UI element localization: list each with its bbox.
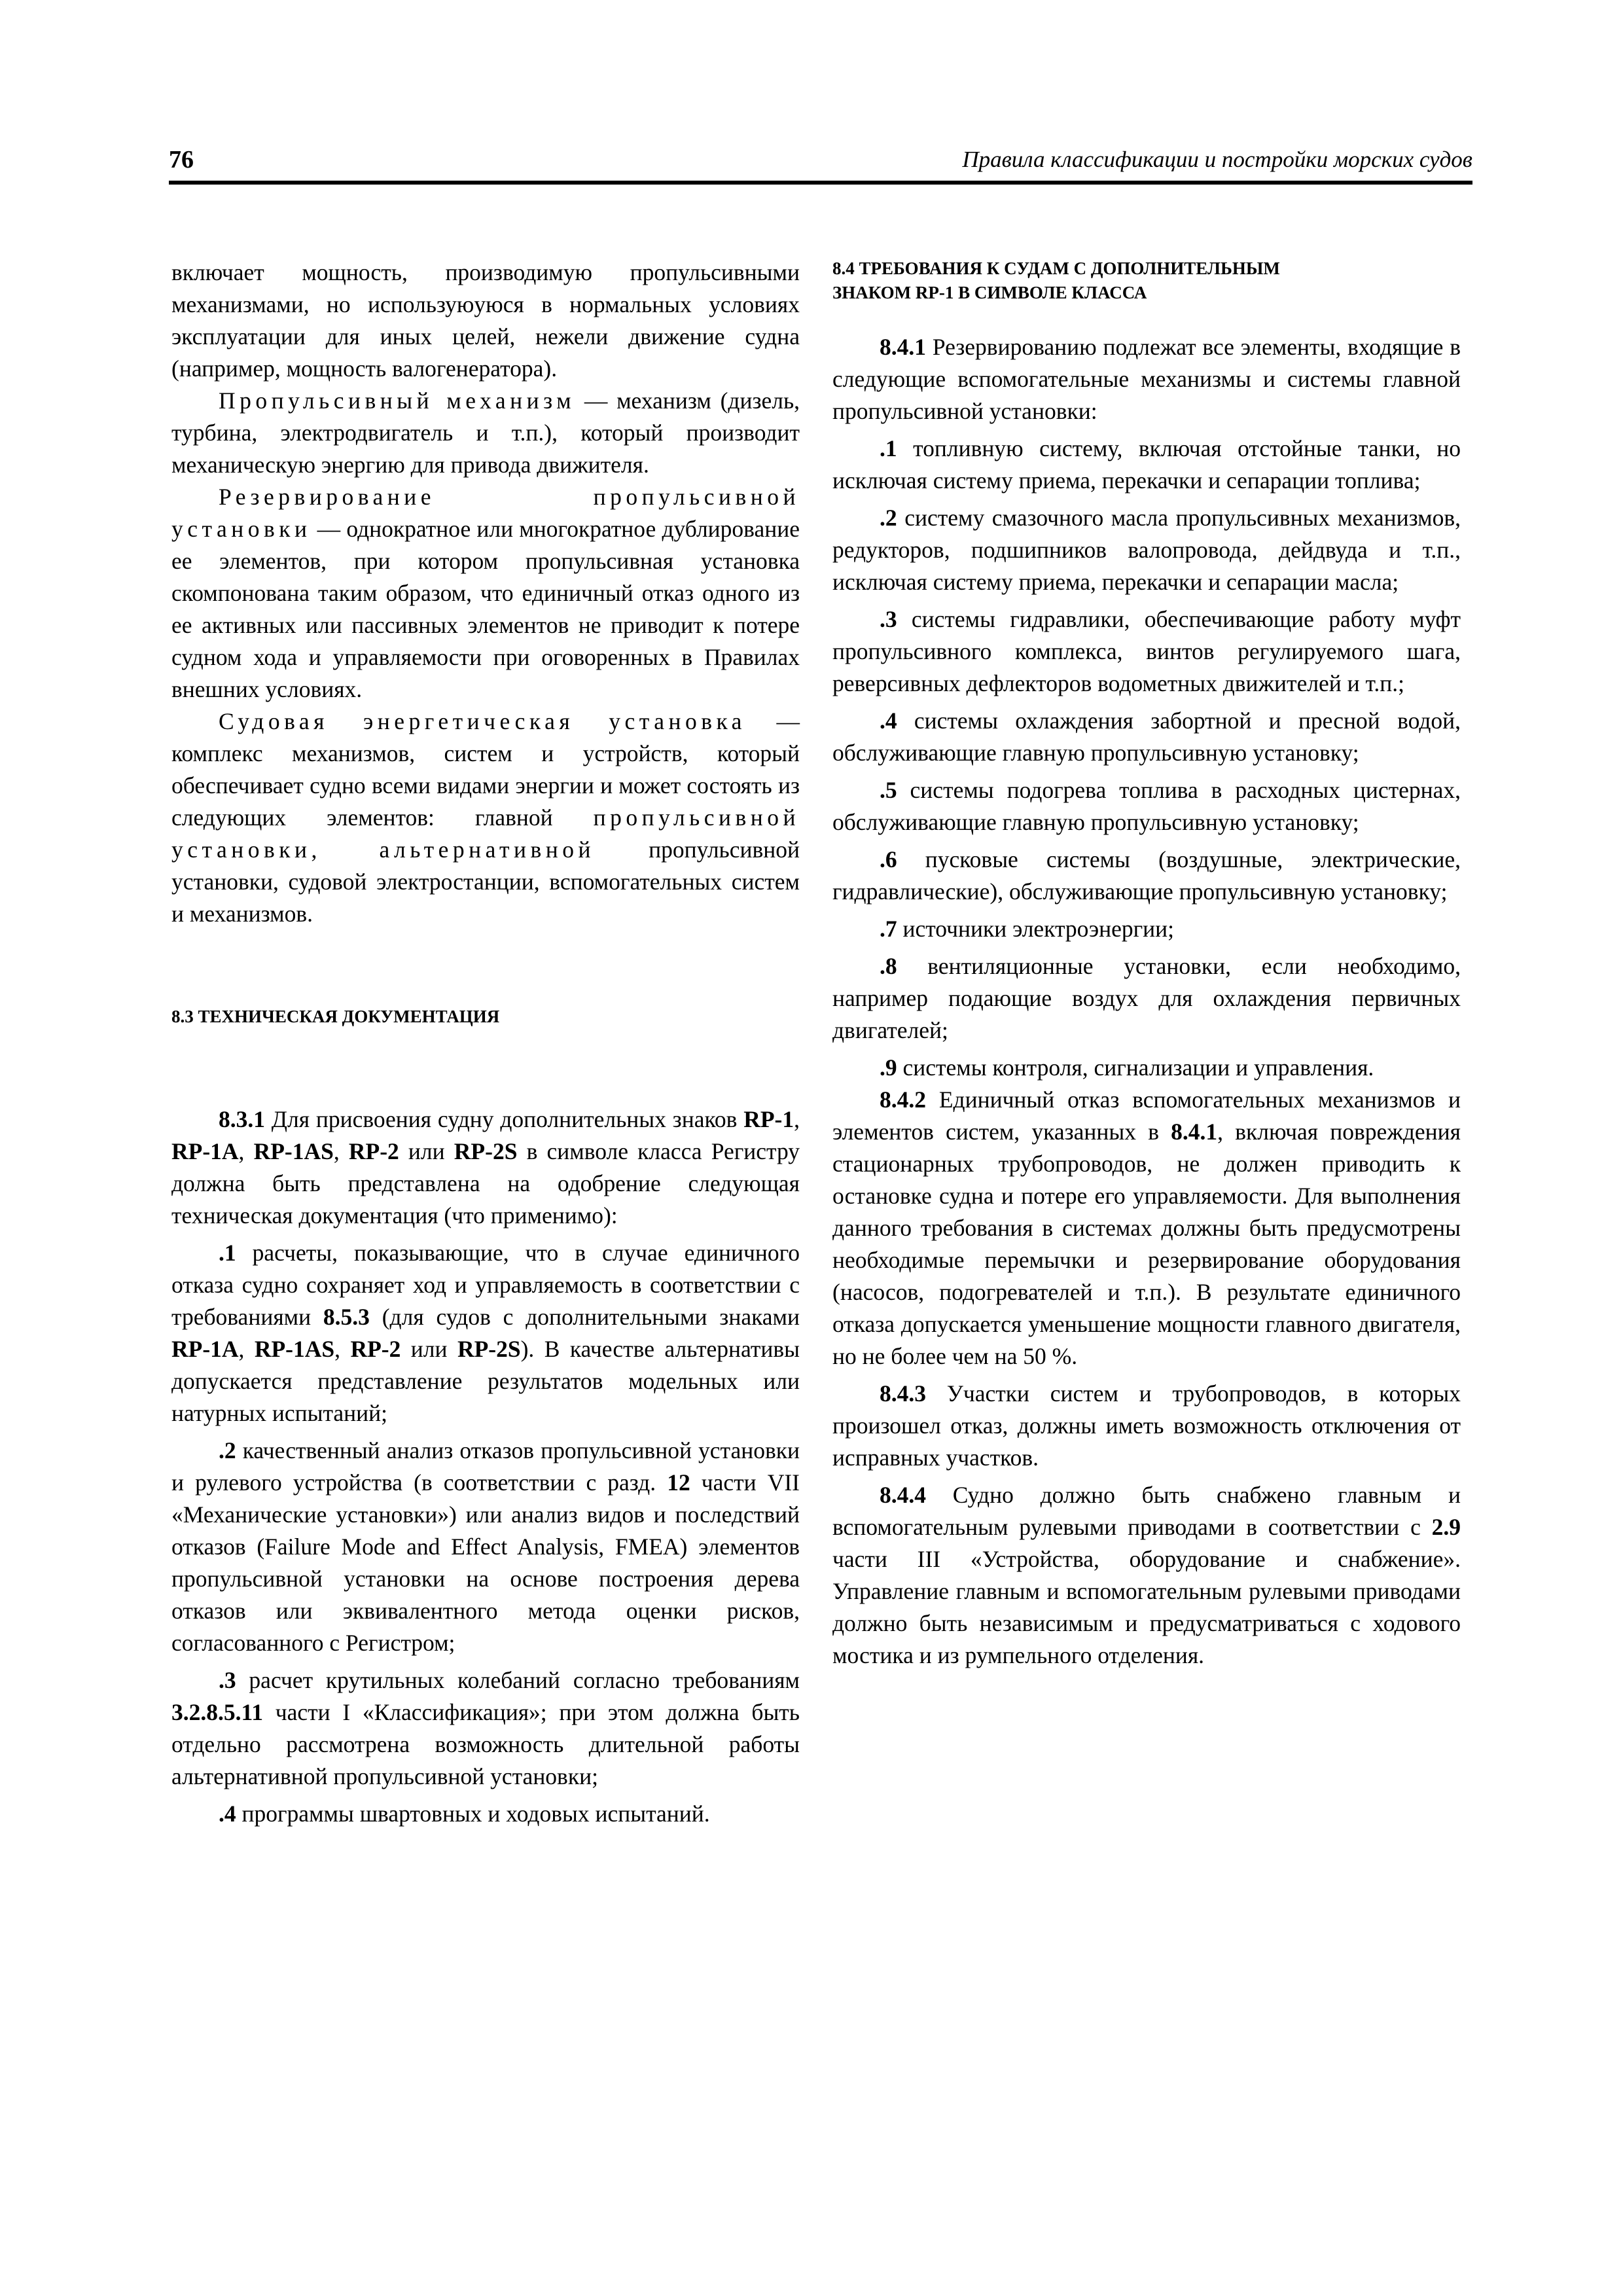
definition-power-plant: Судовая энергетическая установка — комплекс механизмов, систем и устройств, который обеспечивает судно всеми видами энергии и может состоять из следующих элементов: главной пропульсивной установки, альтернативной пропульсивной установки, судовой электростанции, вспомогательных систем и механизмов. bbox=[171, 708, 800, 927]
paragraph-continuation: включает мощность, производимую пропульсивными механизмами, но используюуюся в нормальных условиях эксплуатации для иных целей, нежели движение судна (например, мощность валогенератора). bbox=[171, 259, 800, 382]
term: Судовая энергетическая установка bbox=[219, 708, 746, 734]
list-item-8: .8 вентиляционные установки, если необходимо, например подающие воздух для охлаждения первичных двигателей; bbox=[832, 953, 1461, 1043]
page-header bbox=[169, 145, 1472, 185]
list-item-6: .6 пусковые системы (воздушные, электрические, гидравлические), обслуживающие пропульсивную установку; bbox=[832, 846, 1461, 905]
term: Пропульсивный механизм bbox=[219, 387, 576, 414]
paragraph-8-3-1: 8.3.1 Для присвоения судну дополнительных знаков RP-1, RP-1A, RP-1AS, RP-2 или RP-2S в символе класса Регистру должна быть представлена на одобрение следующая техническая документация (что применимо): bbox=[171, 1106, 800, 1229]
paragraph-8-4-2: 8.4.2 Единичный отказ вспомогательных механизмов и элементов систем, указанных в 8.4.1, включая повреждения стационарных трубопроводов, не должен приводить к остановке судна и потере его управляемости. Для выполнения данного требования в системах должны быть предусмотрены необходимые перемычки и резервирование оборудования (насосов, подогревателей и т.п.). В результате единичного отказа допускается уменьшение мощности главного двигателя, но не более чем на 50 %. bbox=[832, 1086, 1461, 1369]
list-item-3: .3 системы гидравлики, обеспечивающие работу муфт пропульсивного комплекса, винтов регулируемого шага, реверсивных дефлекторов водометных движителей и т.п.; bbox=[832, 606, 1461, 696]
page-number: 76 bbox=[169, 146, 194, 173]
paragraph-8-4-4: 8.4.4 Судно должно быть снабжено главным и вспомогательным рулевыми приводами в соответствии с 2.9 части III «Устройства, оборудование и снабжение». Управление главным и вспомогательным рулевыми приводами должно быть независимым и предусматриваться с ходового мостика и из румпельного отделения. bbox=[832, 1482, 1461, 1668]
right-column bbox=[832, 257, 1461, 1672]
list-item-7: .7 источники электроэнергии; bbox=[880, 916, 1174, 942]
paragraph-8-4-1: 8.4.1 Резервированию подлежат все элементы, входящие в следующие вспомогательные механизмы и системы главной пропульсивной установки: bbox=[832, 334, 1461, 424]
list-item-2: .2 качественный анализ отказов пропульсивной установки и рулевого устройства (в соответствии с разд. 12 части VII «Механические установки») или анализ видов и последствий отказов (Failure Mode and Effect Analysis, FMEA) элементов пропульсивной установки на основе построения дерева отказов или эквивалентного метода оценки рисков, согласованного с Регистром; bbox=[171, 1437, 800, 1656]
left-column bbox=[171, 257, 800, 1830]
term: Резервирование пропульсивной установки bbox=[171, 484, 800, 542]
list-item-9: .9 системы контроля, сигнализации и управления. bbox=[880, 1054, 1374, 1081]
section-title-8-4: 8.4 ТРЕБОВАНИЯ К СУДАМ С ДОПОЛНИТЕЛЬНЫМ ЗНАКОМ RP-1 В СИМВОЛЕ КЛАССА bbox=[832, 259, 1280, 302]
paragraph-8-4-3: 8.4.3 Участки систем и трубопроводов, в которых произошел отказ, должны иметь возможность отключения от исправных участков. bbox=[832, 1380, 1461, 1471]
list-item-3: .3 расчет крутильных колебаний согласно требованиям 3.2.8.5.11 части I «Классификация»; при этом должна быть отдельно рассмотрена возможность длительной работы альтернативной пропульсивной установки; bbox=[171, 1667, 800, 1789]
section-title-8-3: 8.3 ТЕХНИЧЕСКАЯ ДОКУМЕНТАЦИЯ bbox=[171, 1007, 500, 1026]
list-item-4: .4 программы швартовных и ходовых испытаний. bbox=[219, 1801, 710, 1827]
list-item-1: .1 расчеты, показывающие, что в случае единичного отказа судно сохраняет ход и управляемость в соответствии с требованиями 8.5.3 (для судов с дополнительными знаками RP-1A, RP-1AS, RP-2 или RP-2S). В качестве альтернативы допускается представление результатов модельных или натурных испытаний; bbox=[171, 1240, 800, 1426]
list-item-5: .5 системы подогрева топлива в расходных цистернах, обслуживающие главную пропульсивную установку; bbox=[832, 777, 1461, 835]
definition-propulsion-mechanism: Пропульсивный механизм — механизм (дизель, турбина, электродвигатель и т.п.), который производит механическую энергию для привода движителя. bbox=[171, 387, 800, 478]
running-title: Правила классификации и постройки морских судов bbox=[962, 147, 1472, 172]
list-item-4: .4 системы охлаждения забортной и пресной водой, обслуживающие главную пропульсивную установку; bbox=[832, 708, 1461, 766]
list-item-1: .1 топливную систему, включая отстойные танки, но исключая систему приема, перекачки и сепарации топлива; bbox=[832, 435, 1461, 493]
definition-propulsion-redundancy: Резервирование пропульсивной установки — однократное или многократное дублирование ее элементов, при котором пропульсивная установка скомпонована таким образом, что единичный отказ одного из ее активных или пассивных элементов не приводит к потере судном хода и управляемости при оговоренных в Правилах внешних условиях. bbox=[171, 484, 800, 702]
list-item-2: .2 систему смазочного масла пропульсивных механизмов, редукторов, подшипников валопровода, дейдвуда и т.п., исключая систему приема, перекачки и сепарации масла; bbox=[832, 505, 1461, 595]
